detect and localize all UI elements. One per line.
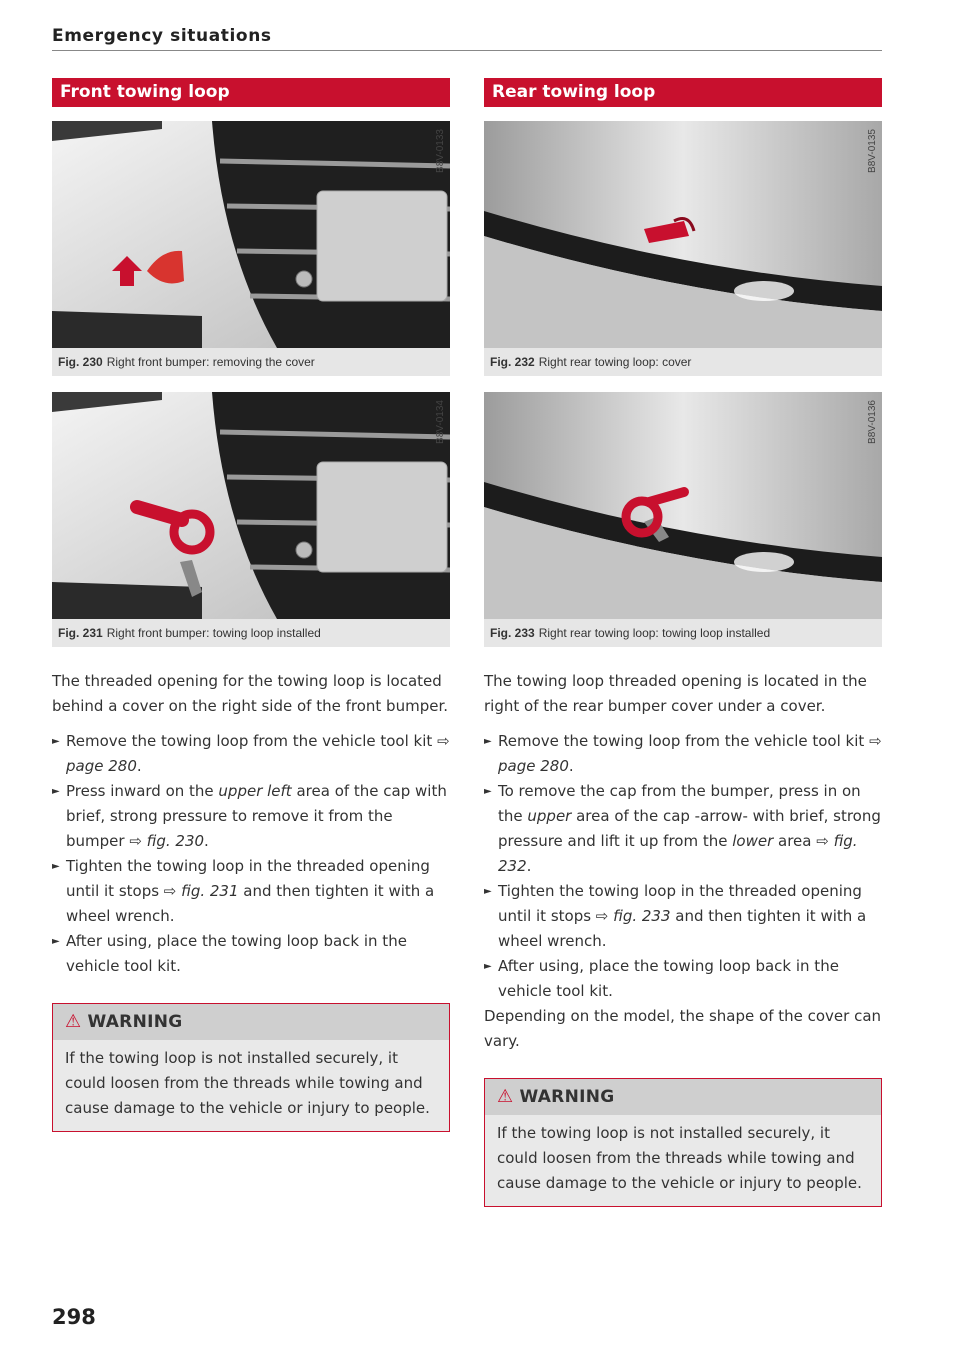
warning-text: If the towing loop is not installed securely, it could loosen from the threads while towing and cause damage to the vehicle or injury to people.: [497, 1124, 862, 1192]
figure-label: Fig. 231: [58, 626, 103, 640]
figure-reference-link[interactable]: ⇨ fig. 230: [129, 832, 205, 850]
front-instructions: [52, 669, 450, 979]
step-text: To remove the cap from the bumper, press in on the: [498, 782, 861, 825]
step-text: area of the cap with brief, strong pressure to remove it from the bumper: [66, 782, 447, 850]
step-item: [484, 729, 882, 779]
front-bumper-illustration: [52, 121, 450, 348]
figure-label: Fig. 232: [490, 355, 535, 369]
step-text: Remove the towing loop from the vehicle tool kit: [498, 732, 870, 750]
step-text: After using, place the towing loop back in the vehicle tool kit.: [66, 932, 407, 975]
step-text: Tighten the towing loop in the threaded opening until it stops: [66, 857, 430, 900]
warning-triangle-icon: ⚠: [497, 1086, 514, 1107]
figure-code: B8V-0136: [867, 400, 878, 444]
step-list: [484, 729, 882, 1004]
figure-caption-text: Right rear towing loop: cover: [538, 355, 692, 369]
step-item: [52, 779, 450, 854]
page-reference-link[interactable]: ⇨ page 280: [66, 732, 450, 775]
section-heading-front: Front towing loop: [52, 78, 450, 107]
figure-caption: [484, 619, 882, 647]
step-item: [484, 779, 882, 879]
figure-caption-text: Right rear towing loop: towing loop installed: [538, 626, 771, 640]
step-text: area of the cap -arrow- with brief, strong pressure and lift it up from the: [498, 807, 881, 850]
step-item: [484, 879, 882, 954]
chapter-title: Emergency situations: [52, 26, 272, 46]
rear-loop-illustration: [484, 392, 882, 619]
rear-bumper-illustration: [484, 121, 882, 348]
figure-caption-text: Right front bumper: towing loop installed: [106, 626, 321, 640]
step-text: .: [526, 857, 532, 875]
figure-caption: [52, 619, 450, 647]
figure-230: [52, 121, 450, 378]
step-list: [52, 729, 450, 979]
figure-232: [484, 121, 882, 378]
step-item: [484, 954, 882, 1004]
figure-231: [52, 392, 450, 649]
section-heading-rear: Rear towing loop: [484, 78, 882, 107]
figure-reference-link[interactable]: ⇨ fig. 233: [595, 907, 671, 925]
step-emphasis: upper: [527, 807, 572, 825]
warning-box: [52, 1003, 450, 1132]
rear-bumper-loop-photo: [484, 392, 882, 619]
figure-label: Fig. 230: [58, 355, 103, 369]
figure-caption: [484, 348, 882, 376]
page-number: 298: [52, 1305, 96, 1329]
step-emphasis: upper left: [218, 782, 292, 800]
warning-header: [485, 1079, 881, 1115]
figure-reference-link[interactable]: ⇨ fig. 231: [163, 882, 239, 900]
figure-code: B8V-0135: [867, 129, 878, 173]
step-item: [52, 854, 450, 929]
intro-paragraph: The threaded opening for the towing loop is located behind a cover on the right side of the front bumper.: [52, 672, 449, 715]
step-text: .: [136, 757, 142, 775]
rear-instructions: [484, 669, 882, 1054]
intro-paragraph: The towing loop threaded opening is located in the right of the rear bumper cover under a cover.: [484, 672, 867, 715]
step-text: Remove the towing loop from the vehicle tool kit: [66, 732, 438, 750]
figure-label: Fig. 233: [490, 626, 535, 640]
front-loop-illustration: [52, 392, 450, 619]
rear-bumper-cover-photo: [484, 121, 882, 348]
figure-code: B8V-0133: [435, 129, 446, 173]
header-rule: [52, 50, 882, 51]
step-text: .: [568, 757, 574, 775]
step-emphasis: lower: [732, 832, 774, 850]
figure-reference-link[interactable]: ⇨ fig. 232: [498, 832, 858, 875]
rear-towing-column: [484, 78, 882, 1207]
step-text: After using, place the towing loop back in the vehicle tool kit.: [498, 957, 839, 1000]
note-paragraph: Depending on the model, the shape of the cover can vary.: [484, 1007, 882, 1050]
front-bumper-cover-photo: [52, 121, 450, 348]
step-text: .: [204, 832, 209, 850]
figure-caption: [52, 348, 450, 376]
figure-caption-text: Right front bumper: removing the cover: [106, 355, 315, 369]
step-text: and then tighten it with a wheel wrench.: [498, 907, 867, 950]
warning-box: [484, 1078, 882, 1207]
figure-code: B8V-0134: [435, 400, 446, 444]
warning-triangle-icon: ⚠: [65, 1011, 82, 1032]
page-reference-link[interactable]: ⇨ page 280: [498, 732, 882, 775]
front-towing-column: [52, 78, 450, 1132]
step-text: area: [773, 832, 817, 850]
warning-text: If the towing loop is not installed securely, it could loosen from the threads while towing and cause damage to the vehicle or injury to people.: [65, 1049, 430, 1117]
step-item: [52, 929, 450, 979]
step-item: [52, 729, 450, 779]
step-text: and then tighten it with a wheel wrench.: [66, 882, 435, 925]
warning-title: WARNING: [519, 1087, 615, 1107]
warning-title: WARNING: [87, 1012, 183, 1032]
warning-header: [53, 1004, 449, 1040]
step-text: Tighten the towing loop in the threaded opening until it stops: [498, 882, 862, 925]
step-text: Press inward on the: [66, 782, 219, 800]
figure-233: [484, 392, 882, 649]
front-bumper-loop-photo: [52, 392, 450, 619]
